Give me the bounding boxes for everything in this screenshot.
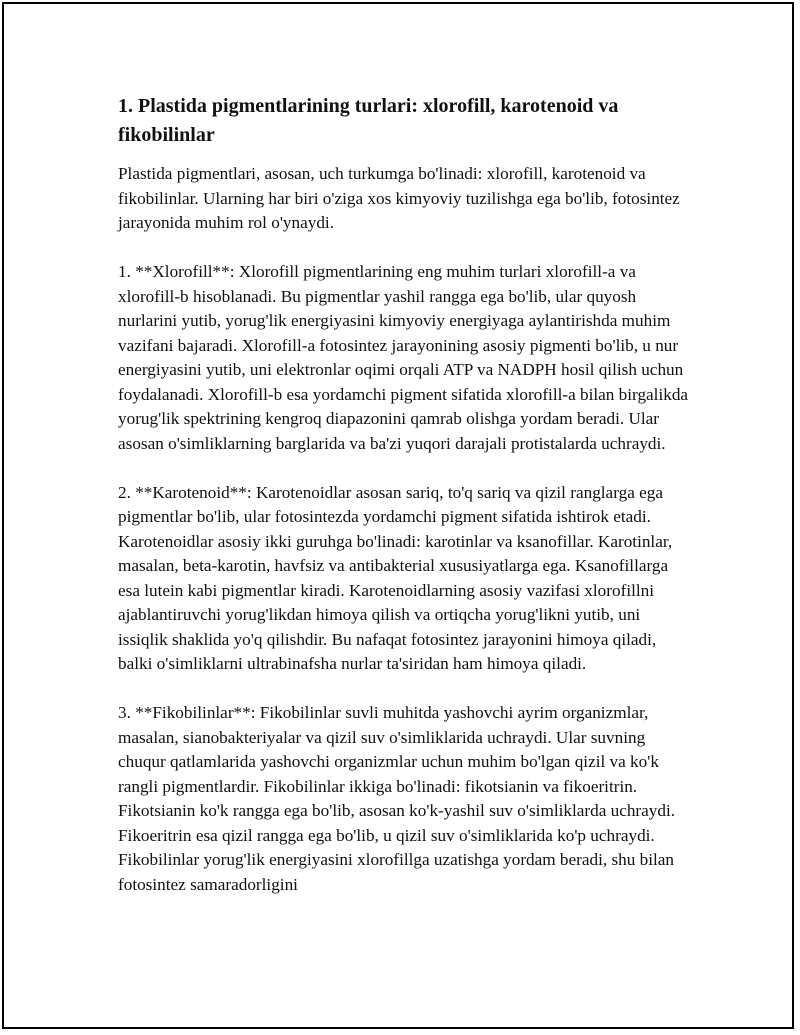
intro-paragraph: Plastida pigmentlari, asosan, uch turkumga bo'linadi: xlorofill, karotenoid va fikobilinlar. Ularning har biri o'ziga xos kimyoviy tuzilishga ega bo'lib, fotosintez jarayonida muhim rol o'ynaydi. <box>118 164 680 232</box>
document-body <box>118 92 690 922</box>
section-heading: 1. Plastida pigmentlarining turlari: xlorofill, karotenoid va fikobilinlar <box>118 95 619 146</box>
paragraph-karotenoid: 2. **Karotenoid**: Karotenoidlar asosan sariq, to'q sariq va qizil ranglarga ega pigmentlar bo'lib, ular fotosintezda yordamchi pigment sifatida ishtirok etadi. Karotenoidlar asosiy ikki guruhga bo'linadi: karotinlar va ksanofillar. Karotinlar, masalan, beta-karotin, havfsiz va antibakterial xususiyatlarga ega. Ksanofillarga esa lutein kabi pigmentlar kiradi. Karotenoidlarning asosiy vazifasi xlorofillni ajablantiruvchi yorug'likdan himoya qilish va ortiqcha yorug'likni yutib, uni issiqlik shaklida yo'q qilishdir. Bu nafaqat fotosintez jarayonini himoya qiladi, balki o'simliklarni ultrabinafsha nurlar ta'siridan ham himoya qiladi. <box>118 482 673 673</box>
paragraph-fikobilinlar: 3. **Fikobilinlar**: Fikobilinlar suvli muhitda yashovchi ayrim organizmlar, masalan, sianobakteriyalar va qizil suv o'simliklarida uchraydi. Ular suvning chuqur qatlamlarida yashovchi organizmlar uchun muhim bo'lgan qizil va ko'k rangli pigmentlardir. Fikobilinlar ikkiga bo'linadi: fikotsianin va fikoeritrin. Fikotsianin ko'k rangga ega bo'lib, asosan ko'k-yashil suv o'simliklarda uchraydi. Fikoeritrin esa qizil rangga ega bo'lib, u qizil suv o'simliklarida ko'p uchraydi. Fikobilinlar yorug'lik energiyasini xlorofillga uzatishga yordam beradi, shu bilan fotosintez samaradorligini <box>118 703 676 894</box>
paragraph-xlorofill: 1. **Xlorofill**: Xlorofill pigmentlarining eng muhim turlari xlorofill-a va xlorofill-b hisoblanadi. Bu pigmentlar yashil rangga ega bo'lib, ular quyosh nurlarini yutib, yorug'lik energiyasini kimyoviy energiyaga aylantirishda muhim vazifani bajaradi. Xlorofill-a fotosintez jarayonining asosiy pigmenti bo'lib, u nur energiyasini yutib, uni elektronlar oqimi orqali ATP va NADPH hosil qilish uchun foydalanadi. Xlorofill-b esa yordamchi pigment sifatida xlorofill-a bilan birgalikda yorug'lik spektrining kengroq diapazonini qamrab olishga yordam beradi. Ular asosan o'simliklarning barglarida va ba'zi yuqori darajali protistalarda uchraydi. <box>118 262 689 453</box>
